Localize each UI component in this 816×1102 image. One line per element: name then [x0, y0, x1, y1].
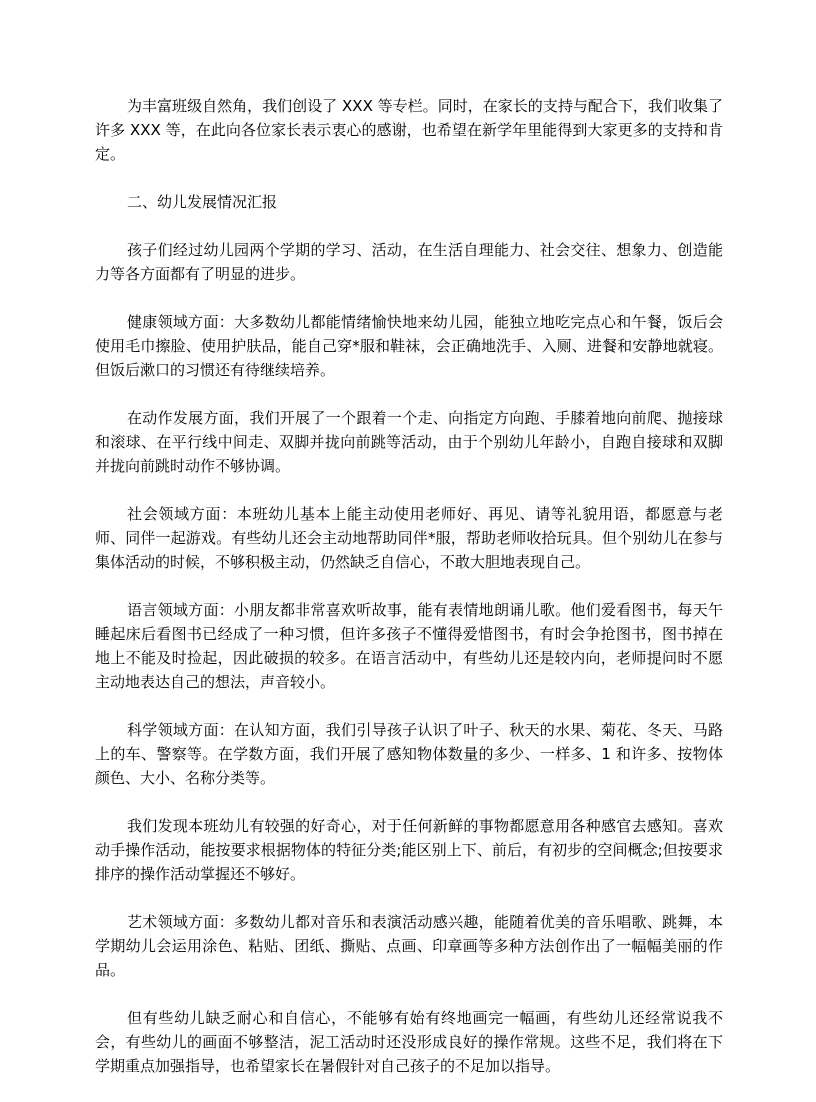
section-heading-child-development: 二、幼儿发展情况汇报 [127, 193, 278, 211]
paragraph-art: 艺术领域方面：多数幼儿都对音乐和表演活动感兴趣，能随着优美的音乐唱歌、跳舞，本学期幼儿会运用涂色、粘贴、团纸、撕贴、点画、印章画等多种方法创作出了一幅幅美丽的作品。 [95, 913, 723, 979]
paragraph-shortcomings: 但有些幼儿缺乏耐心和自信心，不能够有始有终地画完一幅画，有些幼儿还经常说我不会，有些幼儿的画面不够整洁，泥工活动时还没形成良好的操作常规。这些不足，我们将在下学期重点加强指导，也希望家长在暑假针对自己孩子的不足加以指导。 [95, 1009, 723, 1075]
paragraph-health: 健康领域方面：大多数幼儿都能情绪愉快地来幼儿园，能独立地吃完点心和午餐，饭后会使用毛巾擦脸、使用护肤品，能自己穿*服和鞋袜，会正确地洗手、入厕、进餐和安静地就寝。但饭后漱口的习惯还有待继续培养。 [95, 313, 723, 379]
paragraph-science: 科学领域方面：在认知方面，我们引导孩子认识了叶子、秋天的水果、菊花、冬天、马路上的车、警察等。在学数方面，我们开展了感知物体数量的多少、一样多、1 和许多、按物体颜色、大小、名称分类等。 [95, 721, 723, 787]
paragraph-overview: 孩子们经过幼儿园两个学期的学习、活动，在生活自理能力、社会交往、想象力、创造能力等各方面都有了明显的进步。 [95, 241, 723, 283]
document-body [95, 94, 723, 1102]
paragraph-social: 社会领域方面：本班幼儿基本上能主动使用老师好、再见、请等礼貌用语，都愿意与老师、同伴一起游戏。有些幼儿还会主动地帮助同伴*服，帮助老师收拾玩具。但个别幼儿在参与集体活动的时候，不够积极主动，仍然缺乏自信心，不敢大胆地表现自己。 [95, 505, 723, 571]
paragraph-curiosity: 我们发现本班幼儿有较强的好奇心，对于任何新鲜的事物都愿意用各种感官去感知。喜欢动手操作活动，能按要求根据物体的特征分类;能区别上下、前后，有初步的空间概念;但按要求排序的操作活动掌握还不够好。 [95, 817, 723, 883]
paragraph-nature-corner: 为丰富班级自然角，我们创设了 XXX 等专栏。同时，在家长的支持与配合下，我们收集了许多 XXX 等，在此向各位家长表示衷心的感谢，也希望在新学年里能得到大家更多的支持和肯定。 [95, 97, 723, 163]
paragraph-language: 语言领域方面：小朋友都非常喜欢听故事，能有表情地朗诵儿歌。他们爱看图书，每天午睡起床后看图书已经成了一种习惯，但许多孩子不懂得爱惜图书，有时会争抢图书，图书掉在地上不能及时捡起，因此破损的较多。在语言活动中，有些幼儿还是较内向，老师提问时不愿主动地表达自己的想法，声音较小。 [95, 601, 723, 691]
paragraph-motor-development: 在动作发展方面，我们开展了一个跟着一个走、向指定方向跑、手膝着地向前爬、抛接球和滚球、在平行线中间走、双脚并拢向前跳等活动，由于个别幼儿年龄小，自跑自接球和双脚并拢向前跳时动作不够协调。 [95, 409, 723, 475]
